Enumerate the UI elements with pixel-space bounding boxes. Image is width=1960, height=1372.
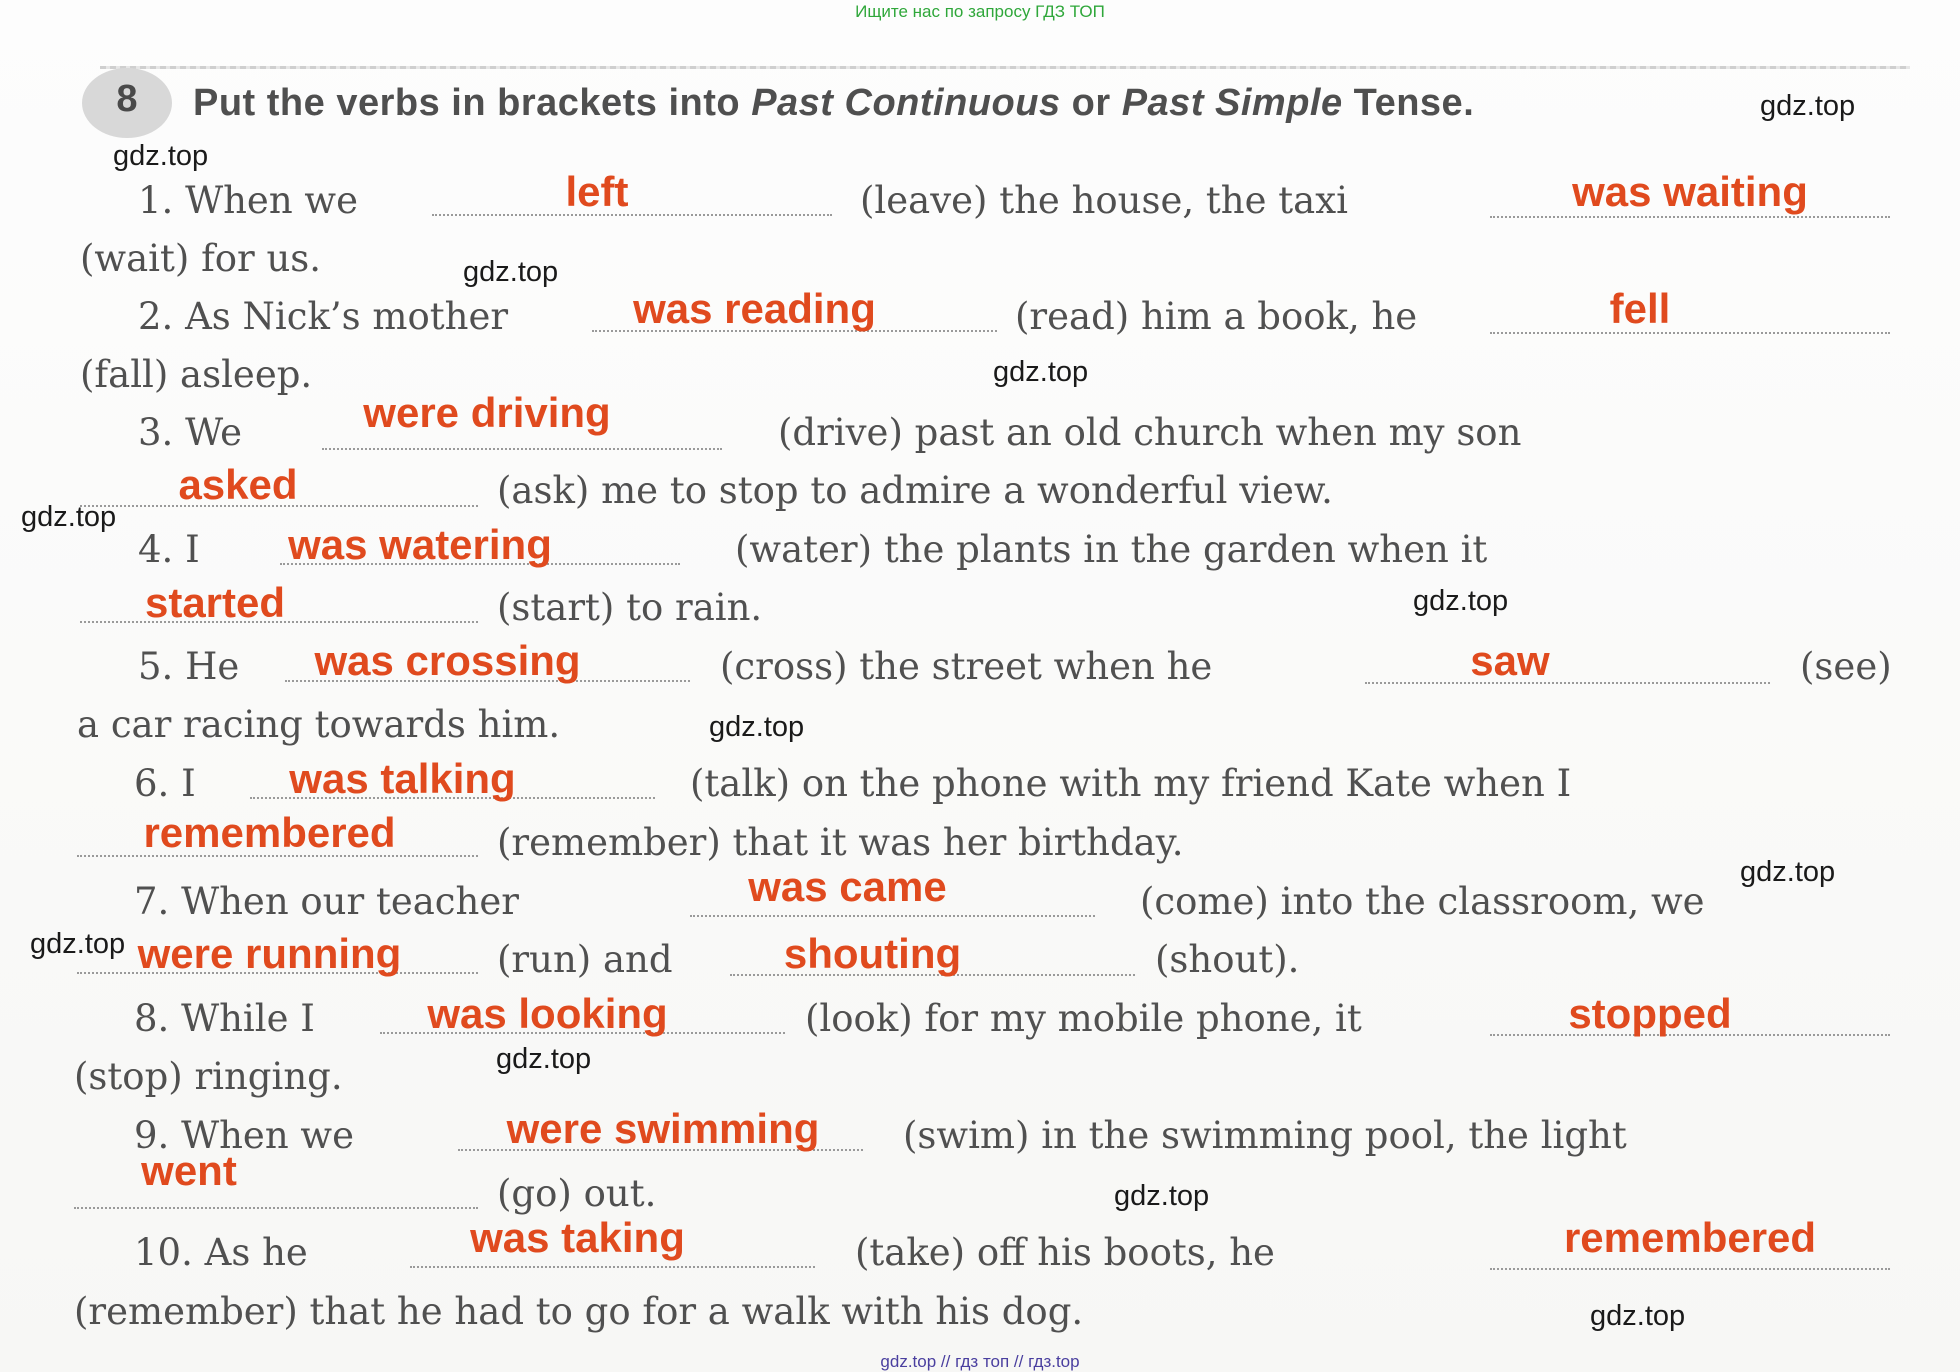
item-10-blank-2 bbox=[1490, 1268, 1890, 1270]
watermark: gdz.top bbox=[30, 928, 126, 960]
item-2-line-2: (fall) asleep. bbox=[80, 353, 313, 396]
item-7-answer-1: was came bbox=[748, 863, 947, 910]
item-1-answer-1: left bbox=[565, 168, 629, 215]
exercise-number-badge: 8 bbox=[82, 68, 172, 138]
item-10-verb-1: (take) off his boots, he bbox=[855, 1231, 1275, 1274]
item-6-line-2: (remember) that it was her birthday. bbox=[497, 821, 1184, 864]
watermark: gdz.top bbox=[1760, 90, 1856, 122]
item-5-verb-2: (see) bbox=[1800, 645, 1892, 688]
item-2-prefix: 2. As Nick’s mother bbox=[138, 295, 509, 338]
item-2-verb-1: (read) him a book, he bbox=[1015, 295, 1418, 338]
item-5-line-2: a car racing towards him. bbox=[77, 703, 561, 746]
item-8-answer-1: was looking bbox=[427, 990, 668, 1037]
item-7-answer-2: were running bbox=[137, 930, 402, 977]
item-5-answer-2: saw bbox=[1470, 637, 1550, 684]
item-5-answer-1: was crossing bbox=[314, 637, 581, 684]
item-6-answer-1: was talking bbox=[289, 755, 516, 802]
instruction-part-1: Put the verbs in brackets into bbox=[193, 82, 752, 124]
item-4-answer-2: started bbox=[144, 579, 286, 626]
top-divider bbox=[100, 66, 1910, 69]
watermark: gdz.top bbox=[993, 356, 1089, 388]
item-5-blank-2 bbox=[1365, 682, 1770, 684]
item-9-blank-2 bbox=[74, 1207, 478, 1209]
instruction-past-simple: Past Simple bbox=[1121, 82, 1343, 124]
item-8-answer-2: stopped bbox=[1568, 990, 1732, 1037]
item-1-prefix: 1. When we bbox=[138, 179, 358, 222]
item-2-answer-1: was reading bbox=[633, 285, 876, 332]
item-3-line-2: (ask) me to stop to admire a wonderful view. bbox=[497, 469, 1333, 512]
watermark: gdz.top bbox=[496, 1043, 592, 1075]
item-5-prefix: 5. He bbox=[138, 645, 240, 688]
item-10-prefix: 10. As he bbox=[134, 1231, 308, 1274]
watermark: gdz.top bbox=[113, 140, 209, 172]
item-7-verb-2: (shout). bbox=[1155, 938, 1300, 981]
item-1-line-2: (wait) for us. bbox=[80, 237, 322, 280]
item-5-verb-1: (cross) the street when he bbox=[720, 645, 1213, 688]
item-4-verb-1: (water) the plants in the garden when it bbox=[735, 528, 1488, 571]
item-6-prefix: 6. I bbox=[134, 762, 196, 805]
item-7-answer-3: shouting bbox=[783, 930, 962, 977]
exercise-instruction bbox=[193, 82, 1474, 125]
item-6-verb-1: (talk) on the phone with my friend Kate when I bbox=[690, 762, 1572, 805]
bottom-banner: gdz.top // гдз топ // гдз.top bbox=[880, 1352, 1080, 1371]
watermark: gdz.top bbox=[709, 711, 805, 743]
item-1-blank-1 bbox=[432, 214, 832, 216]
item-8-line-2: (stop) ringing. bbox=[74, 1055, 343, 1098]
watermark: gdz.top bbox=[1740, 856, 1836, 888]
item-8-verb-1: (look) for my mobile phone, it bbox=[805, 997, 1362, 1040]
item-10-answer-2: remembered bbox=[1563, 1214, 1817, 1261]
watermark: gdz.top bbox=[1413, 585, 1509, 617]
watermark: gdz.top bbox=[1114, 1180, 1210, 1212]
watermark: gdz.top bbox=[1590, 1300, 1686, 1332]
item-4-answer-1: was watering bbox=[288, 521, 552, 568]
item-2-answer-2: fell bbox=[1609, 285, 1671, 332]
item-9-answer-1: were swimming bbox=[506, 1105, 820, 1152]
item-10-line-2: (remember) that he had to go for a walk with his dog. bbox=[74, 1290, 1084, 1333]
item-1-blank-2 bbox=[1490, 216, 1890, 218]
top-banner: Ищите нас по запросу ГДЗ ТОП bbox=[855, 2, 1105, 21]
item-7-line-2: (run) and bbox=[497, 938, 673, 981]
item-7-blank-1 bbox=[690, 915, 1095, 917]
item-3-verb-1: (drive) past an old church when my son bbox=[778, 411, 1522, 454]
item-4-line-2: (start) to rain. bbox=[497, 586, 763, 629]
item-3-answer-2: asked bbox=[178, 461, 298, 508]
item-1-verb-1: (leave) the house, the taxi bbox=[860, 179, 1348, 222]
item-3-blank-1 bbox=[322, 448, 722, 450]
item-9-prefix: 9. When we bbox=[134, 1114, 354, 1157]
item-2-blank-2 bbox=[1490, 332, 1890, 334]
item-10-blank-1 bbox=[410, 1266, 815, 1268]
item-9-line-2: (go) out. bbox=[497, 1172, 657, 1215]
instruction-past-continuous: Past Continuous bbox=[751, 82, 1061, 124]
item-3-answer-1: were driving bbox=[363, 389, 611, 436]
watermark: gdz.top bbox=[463, 256, 559, 288]
item-9-answer-2: went bbox=[141, 1147, 237, 1194]
item-8-prefix: 8. While I bbox=[134, 997, 315, 1040]
instruction-part-3: Tense. bbox=[1342, 82, 1475, 124]
instruction-part-2: or bbox=[1060, 82, 1122, 124]
watermark: gdz.top bbox=[21, 501, 117, 533]
item-9-verb-1: (swim) in the swimming pool, the light bbox=[903, 1114, 1627, 1157]
item-7-verb-1: (come) into the classroom, we bbox=[1140, 880, 1705, 923]
item-10-answer-1: was taking bbox=[470, 1214, 685, 1261]
item-3-prefix: 3. We bbox=[138, 411, 242, 454]
item-4-prefix: 4. I bbox=[138, 528, 200, 571]
item-1-answer-2: was waiting bbox=[1572, 168, 1808, 215]
item-7-prefix: 7. When our teacher bbox=[134, 880, 519, 923]
item-6-answer-2: remembered bbox=[143, 809, 396, 856]
